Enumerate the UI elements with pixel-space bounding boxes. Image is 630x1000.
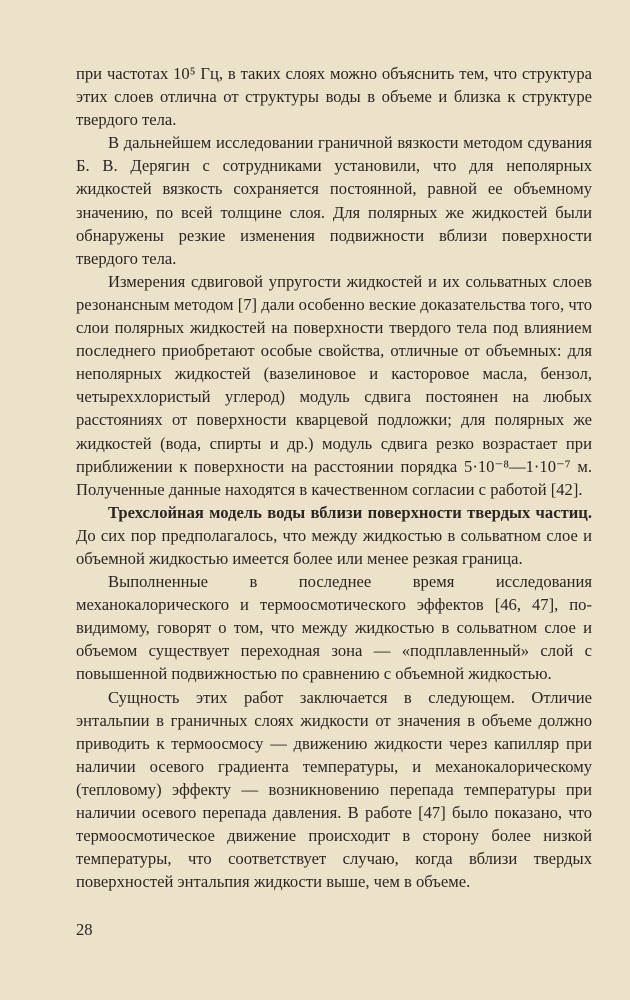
paragraph-5-text: Выполненные в последнее время исследования механокалорического и термоосмотического эффектов [46, 47], по-видимому, говорят о том, что между жидкостью в сольватном слое и объемом существует переходная зона — «подплавленный» слой с повышенной подвижностью по сравнению с объемной жидкостью. xyxy=(76,572,592,684)
paragraph-4 xyxy=(76,501,592,570)
paragraph-2 xyxy=(76,131,592,270)
paragraph-1 xyxy=(76,62,592,131)
paragraph-6-text: Сущность этих работ заключается в следующем. Отличие энтальпии в граничных слоях жидкости от значения в объеме должно приводить к термоосмосу — движению жидкости через капилляр при наличии осевого градиента температуры, и механокалорическому (тепловому) эффекту — возникновению перепада температуры при наличии осевого перепада давления. В работе [47] было показано, что термоосмотическое движение происходит в сторону более низкой температуры, что соответствует случаю, когда вблизи твердых поверхностей энтальпия жидкости выше, чем в объеме. xyxy=(76,687,592,892)
paragraph-1-text: при частотах 10⁵ Гц, в таких слоях можно объяснить тем, что структура этих слоев отлична от структуры воды в объеме и близка к структуре твердого тела. xyxy=(76,64,592,130)
paragraph-3 xyxy=(76,270,592,501)
paragraph-6 xyxy=(76,686,592,894)
paragraph-5 xyxy=(76,570,592,685)
paragraph-2-text: В дальнейшем исследовании граничной вязкости методом сдувания Б. В. Дерягин с сотрудниками установили, что для неполярных жидкостей вязкость сохраняется постоянной, равной ее объемному значению, по всей толщине слоя. Для полярных же жидкостей были обнаружены резкие изменения подвижности вблизи поверхности твердого тела. xyxy=(76,133,592,268)
paragraph-4-text: До сих пор предполагалось, что между жидкостью в сольватном слое и объемной жидкостью имеется более или менее резкая граница. xyxy=(76,525,592,568)
section-heading-inline: Трехслойная модель воды вблизи поверхности твердых частиц. xyxy=(108,502,592,522)
paragraph-3-text: Измерения сдвиговой упругости жидкостей и их сольватных слоев резонансным методом [7] дали особенно веские доказательства того, что слои полярных жидкостей на поверхности твердого тела под влиянием последнего приобретают особые свойства, отличные от объемных: для неполярных жидкостей (вазелиновое и касторовое масла, бензол, четыреххлористый углерод) модуль сдвига постоянен на любых расстояниях от поверхности кварцевой подложки; для полярных же жидкостей (вода, спирты и др.) модуль сдвига резко возрастает при приближении к поверхности на расстоянии порядка 5·10⁻⁸—1·10⁻⁷ м. Полученные данные находятся в качественном согласии с работой [42]. xyxy=(76,271,592,499)
page-number: 28 xyxy=(76,920,93,939)
